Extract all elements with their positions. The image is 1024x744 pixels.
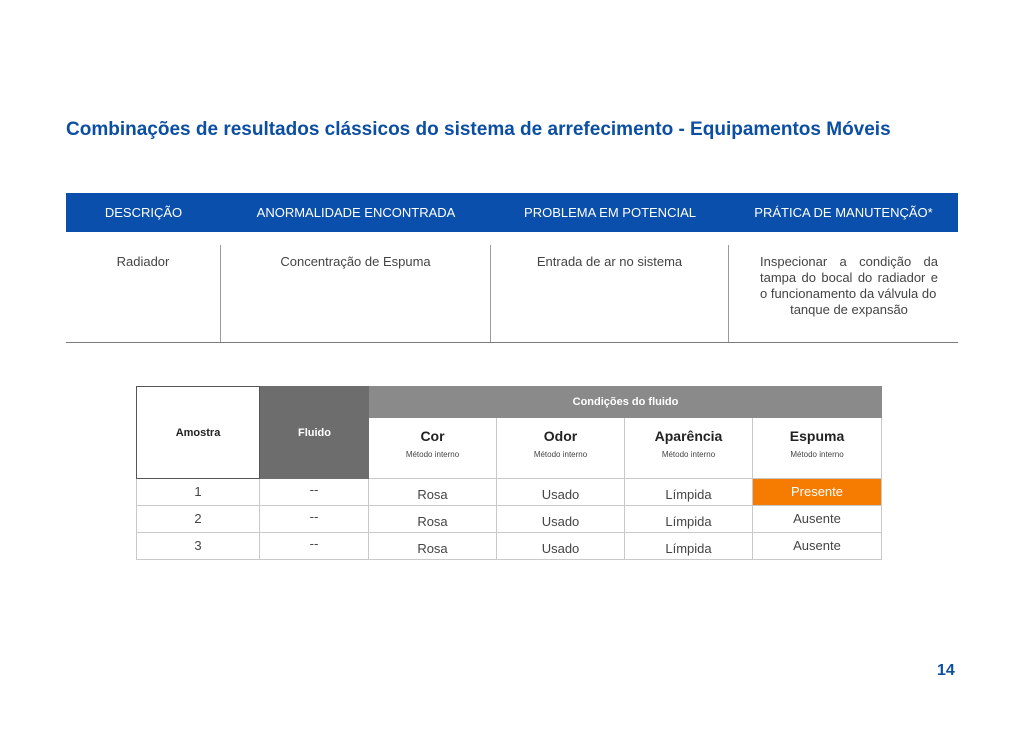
- cell-fluido: --: [260, 533, 369, 560]
- header-anormalidade: ANORMALIDADE ENCONTRADA: [256, 205, 456, 220]
- cell-aparencia: Límpida: [625, 506, 753, 533]
- column-name: Espuma: [789, 428, 845, 444]
- header-odor: [497, 418, 625, 479]
- maintenance-table: [66, 193, 958, 343]
- cell-amostra: 2: [136, 506, 260, 533]
- pratica-text-last: tanque de expansão: [790, 302, 908, 317]
- cell-odor: Usado: [497, 533, 625, 560]
- sample-table: [136, 386, 882, 560]
- page-number: 14: [937, 662, 955, 679]
- cell-problema: Entrada de ar no sistema: [491, 245, 729, 342]
- header-descricao: DESCRIÇÃO: [104, 205, 183, 220]
- cell-cor: Rosa: [369, 533, 497, 560]
- column-method: Método interno: [533, 450, 588, 459]
- cell-cor: Rosa: [369, 479, 497, 506]
- cell-amostra: 3: [136, 533, 260, 560]
- cell-odor: Usado: [497, 479, 625, 506]
- cell-espuma: Ausente: [753, 506, 882, 533]
- column-name: Cor: [420, 428, 445, 444]
- page-title: Combinações de resultados clássicos do sistema de arrefecimento - Equipamentos Móveis: [66, 119, 891, 140]
- header-aparencia: [625, 418, 753, 479]
- header-problema: PROBLEMA EM POTENCIAL: [524, 205, 696, 220]
- cell-aparencia: Límpida: [625, 479, 753, 506]
- column-method: Método interno: [790, 450, 844, 459]
- header-pratica: PRÁTICA DE MANUTENÇÃO*: [754, 205, 933, 220]
- sample-table-header: [136, 386, 882, 479]
- maintenance-table-header: [66, 193, 958, 232]
- column-method: Método interno: [405, 450, 460, 459]
- header-espuma: [753, 418, 882, 479]
- header-fluido: Fluido: [260, 386, 369, 479]
- cell-descricao: Radiador: [66, 245, 221, 342]
- column-name: Odor: [543, 428, 578, 444]
- cell-odor: Usado: [497, 506, 625, 533]
- cell-aparencia: Límpida: [625, 533, 753, 560]
- conditions-group: [369, 386, 882, 479]
- table-row: [136, 506, 882, 533]
- table-row: [136, 533, 882, 560]
- maintenance-table-row: [66, 232, 958, 343]
- table-row: [136, 479, 882, 506]
- header-cor: [369, 418, 497, 479]
- cell-pratica: [729, 245, 958, 342]
- cell-anormalidade: Concentração de Espuma: [221, 245, 491, 342]
- cell-espuma-highlight: Presente: [753, 479, 882, 506]
- column-name: Aparência: [654, 428, 723, 444]
- cell-espuma: Ausente: [753, 533, 882, 560]
- header-conditions: Condições do fluido: [369, 386, 882, 418]
- column-method: Método interno: [661, 450, 716, 459]
- cell-cor: Rosa: [369, 506, 497, 533]
- cell-fluido: --: [260, 479, 369, 506]
- cell-amostra: 1: [136, 479, 260, 506]
- pratica-text: Inspecionar a condição da tampa do bocal do radiador e o funcionamento da válvula do: [760, 254, 938, 301]
- cell-fluido: --: [260, 506, 369, 533]
- header-amostra: Amostra: [136, 386, 260, 479]
